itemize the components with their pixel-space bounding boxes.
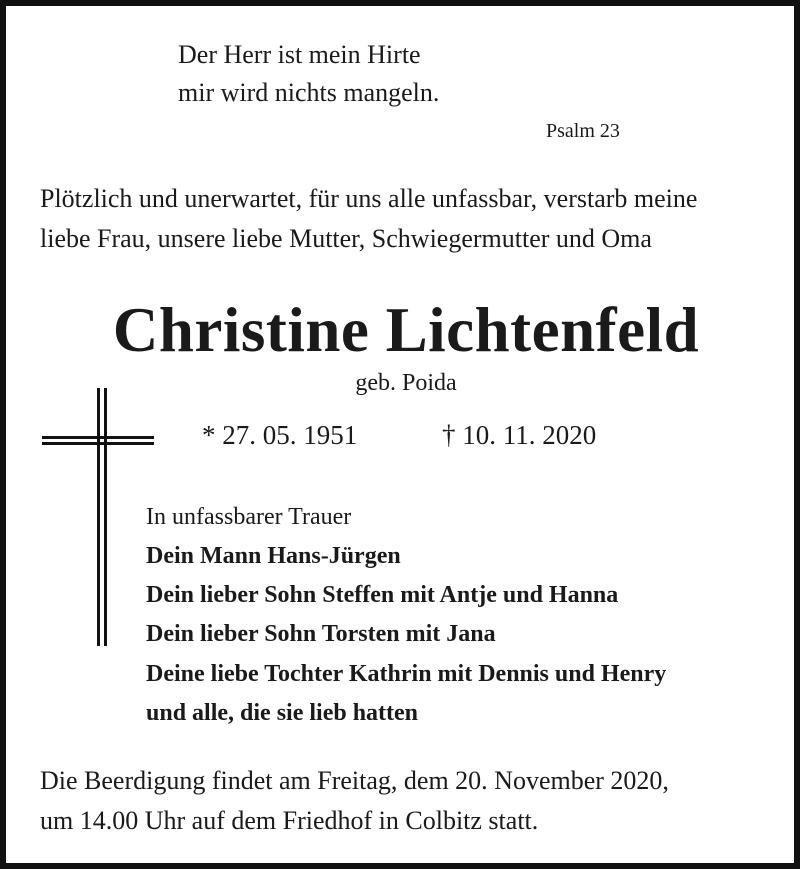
maiden-name: geb. Poida xyxy=(355,370,457,396)
cross-icon xyxy=(42,388,158,646)
birth-date: * 27. 05. 1951 xyxy=(202,420,358,450)
mourner-line: Dein lieber Sohn Torsten mit Jana xyxy=(146,621,496,647)
funeral-line-2: um 14.00 Uhr auf dem Friedhof in Colbitz statt. xyxy=(40,806,539,835)
mourners-heading: In unfassbarer Trauer xyxy=(146,504,352,530)
mourner-line: Dein lieber Sohn Steffen mit Antje und Hanna xyxy=(146,582,619,608)
intro-line-2: liebe Frau, unsere liebe Mutter, Schwiegermutter und Oma xyxy=(40,224,652,253)
mourner-line: Dein Mann Hans-Jürgen xyxy=(146,543,401,569)
verse-line-1: Der Herr ist mein Hirte xyxy=(178,40,421,69)
deceased-name: Christine Lichtenfeld xyxy=(112,295,700,365)
mourner-line: Deine liebe Tochter Kathrin mit Dennis und Henry xyxy=(146,661,667,687)
mourner-line: und alle, die sie lieb hatten xyxy=(146,700,419,726)
intro-line-1: Plötzlich und unerwartet, für uns alle unfassbar, verstarb meine xyxy=(40,184,698,213)
verse-source: Psalm 23 xyxy=(546,120,620,142)
verse-line-2: mir wird nichts mangeln. xyxy=(178,78,440,107)
death-date: † 10. 11. 2020 xyxy=(442,420,597,450)
funeral-line-1: Die Beerdigung findet am Freitag, dem 20. November 2020, xyxy=(40,766,669,795)
